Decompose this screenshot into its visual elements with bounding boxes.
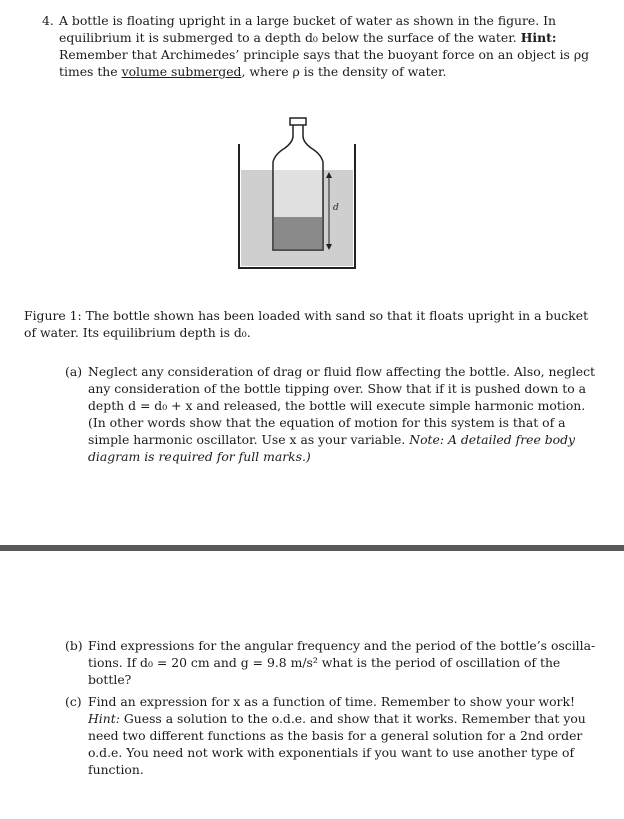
intro-line-1: A bottle is floating upright in a large bucket of water as shown in the figure. In <box>59 13 557 28</box>
part-c-label: (c) <box>65 694 82 709</box>
part-a-line-1: Neglect any consideration of drag or fluid flow affecting the bottle. Also, neglect <box>88 364 595 379</box>
part-b-line-1: Find expressions for the angular frequency and the period of the bottle’s oscilla- <box>88 638 596 653</box>
bottle-sand <box>274 217 322 249</box>
caption-line-1: Figure 1: The bottle shown has been loaded with sand so that it floats upright in a bucket <box>24 308 589 323</box>
part-c-hint-label: Hint: <box>88 711 120 726</box>
problem-number: 4. <box>42 13 54 28</box>
part-a-line-2: any consideration of the bottle tipping over. Show that if it is pushed down to a <box>88 381 587 396</box>
part-c-line-5: function. <box>88 762 144 777</box>
intro-line-3: Remember that Archimedes’ principle says that the buoyant force on an object is ρg <box>59 47 590 62</box>
part-a-line-3: depth d = d₀ + x and released, the bottle will execute simple harmonic motion. <box>88 398 586 413</box>
part-b-label: (b) <box>65 638 83 653</box>
caption-line-2: of water. Its equilibrium depth is d₀. <box>24 325 251 340</box>
problem-intro <box>42 12 590 80</box>
bottle-cap <box>290 118 306 125</box>
figure-caption <box>24 307 589 341</box>
depth-label: d <box>333 203 339 213</box>
part-a-note: Note: A detailed free body <box>409 432 576 447</box>
part-a-label: (a) <box>65 364 83 379</box>
part-c-line-1: Find an expression for x as a function of time. Remember to show your work! <box>88 694 575 709</box>
volume-submerged-term: volume submerged <box>121 64 242 79</box>
part-c-line-4: o.d.e. You need not work with exponentials if you want to use another type of <box>88 745 575 760</box>
part-b-line-3: bottle? <box>88 672 132 687</box>
intro-line-4: times the volume submerged, where ρ is the density of water. <box>59 64 447 79</box>
page-divider <box>0 545 624 551</box>
intro-line-2: equilibrium it is submerged to a depth d₀ below the surface of the water. Hint: <box>59 30 557 45</box>
part-b-line-2: tions. If d₀ = 20 cm and g = 9.8 m/s² what is the period of oscillation of the <box>88 655 561 670</box>
bottle-figure <box>205 110 375 275</box>
part-c-line-2: Hint: Guess a solution to the o.d.e. and show that it works. Remember that you <box>88 711 586 726</box>
hint-label: Hint: <box>520 30 557 45</box>
part-a-line-5: simple harmonic oscillator. Use x as your variable. Note: A detailed free body <box>88 432 576 447</box>
part-a-line-4: (In other words show that the equation of motion for this system is that of a <box>88 415 566 430</box>
part-c-line-3: need two different functions as the basis for a general solution for a 2nd order <box>88 728 583 743</box>
part-a-line-6: diagram is required for full marks.) <box>88 449 311 464</box>
